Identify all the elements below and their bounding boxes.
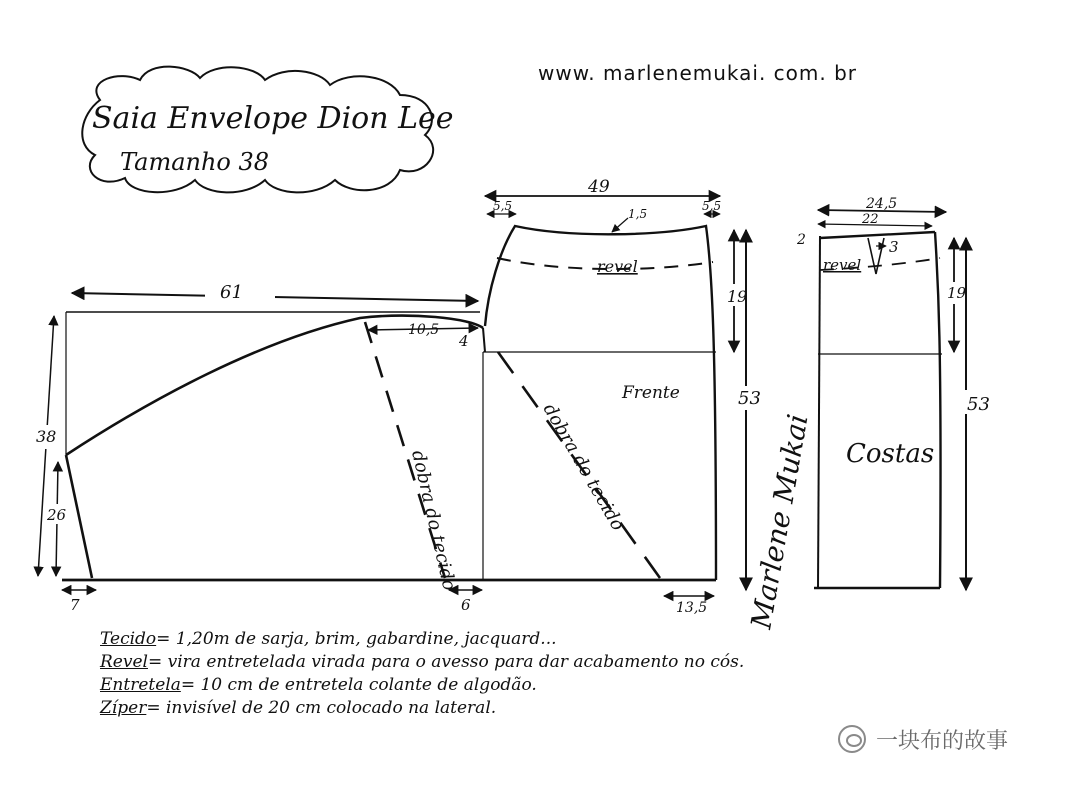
- label-front-total: 53: [738, 388, 761, 409]
- label-front-bottom: 13,5: [676, 600, 708, 616]
- fold-label-left: dobra do tecido: [407, 448, 460, 593]
- label-back-revel: 19: [947, 284, 967, 302]
- back-dart: [868, 238, 884, 274]
- label-front-side-right: 5,5: [702, 199, 722, 213]
- watermark-text: 一块布的故事: [876, 728, 1009, 754]
- label-front-revel: 19: [727, 287, 748, 306]
- back-revel-label: revel: [823, 256, 862, 274]
- signature: Marlene Mukai: [744, 411, 815, 632]
- label-bottom-left: 7: [70, 596, 80, 614]
- watermark: [838, 722, 1058, 756]
- note-ziper: Zíper= invisível de 20 cm colocado na lateral.: [100, 698, 497, 718]
- label-left-height: 38: [36, 427, 57, 446]
- left-wrap-panel: [62, 312, 716, 580]
- front-label: Frente: [622, 383, 680, 403]
- label-back-waist: 22: [862, 212, 879, 227]
- size-label: Tamanho 38: [120, 148, 270, 176]
- label-left-lower: 26: [47, 506, 67, 524]
- dim-front-center-drop: [612, 218, 628, 232]
- note-entretela: Entretela= 10 cm de entretela colante de algodão.: [100, 675, 537, 695]
- website-url: www. marlenemukai. com. br: [538, 61, 858, 85]
- front-panel: [485, 226, 716, 580]
- label-left-width: 61: [220, 282, 243, 303]
- label-back-dart: 3: [889, 238, 899, 256]
- label-center-bottom: 6: [461, 596, 471, 614]
- label-top-curve: 10,5: [408, 322, 440, 338]
- label-front-top: 49: [588, 177, 610, 197]
- front-revel-label: revel: [597, 257, 638, 276]
- pattern-title: Saia Envelope Dion Lee: [92, 101, 454, 136]
- label-back-rise: 2: [797, 232, 806, 248]
- fabric-notes: [100, 628, 920, 720]
- back-panel: [814, 232, 942, 588]
- label-center-drop: 4: [459, 332, 469, 350]
- label-back-top: 24,5: [866, 196, 898, 212]
- fold-label-right: dobra do tecido: [538, 400, 629, 535]
- wechat-icon: [838, 725, 866, 753]
- back-label: Costas: [846, 439, 935, 469]
- note-revel: Revel= vira entretelada virada para o avesso para dar acabamento no cós.: [100, 652, 745, 672]
- label-front-side-left: 5,5: [493, 199, 513, 213]
- label-back-total: 53: [967, 394, 990, 415]
- label-front-center-drop: 1,5: [628, 207, 648, 221]
- note-tecido: Tecido= 1,20m de sarja, brim, gabardine, jacquard...: [100, 629, 557, 649]
